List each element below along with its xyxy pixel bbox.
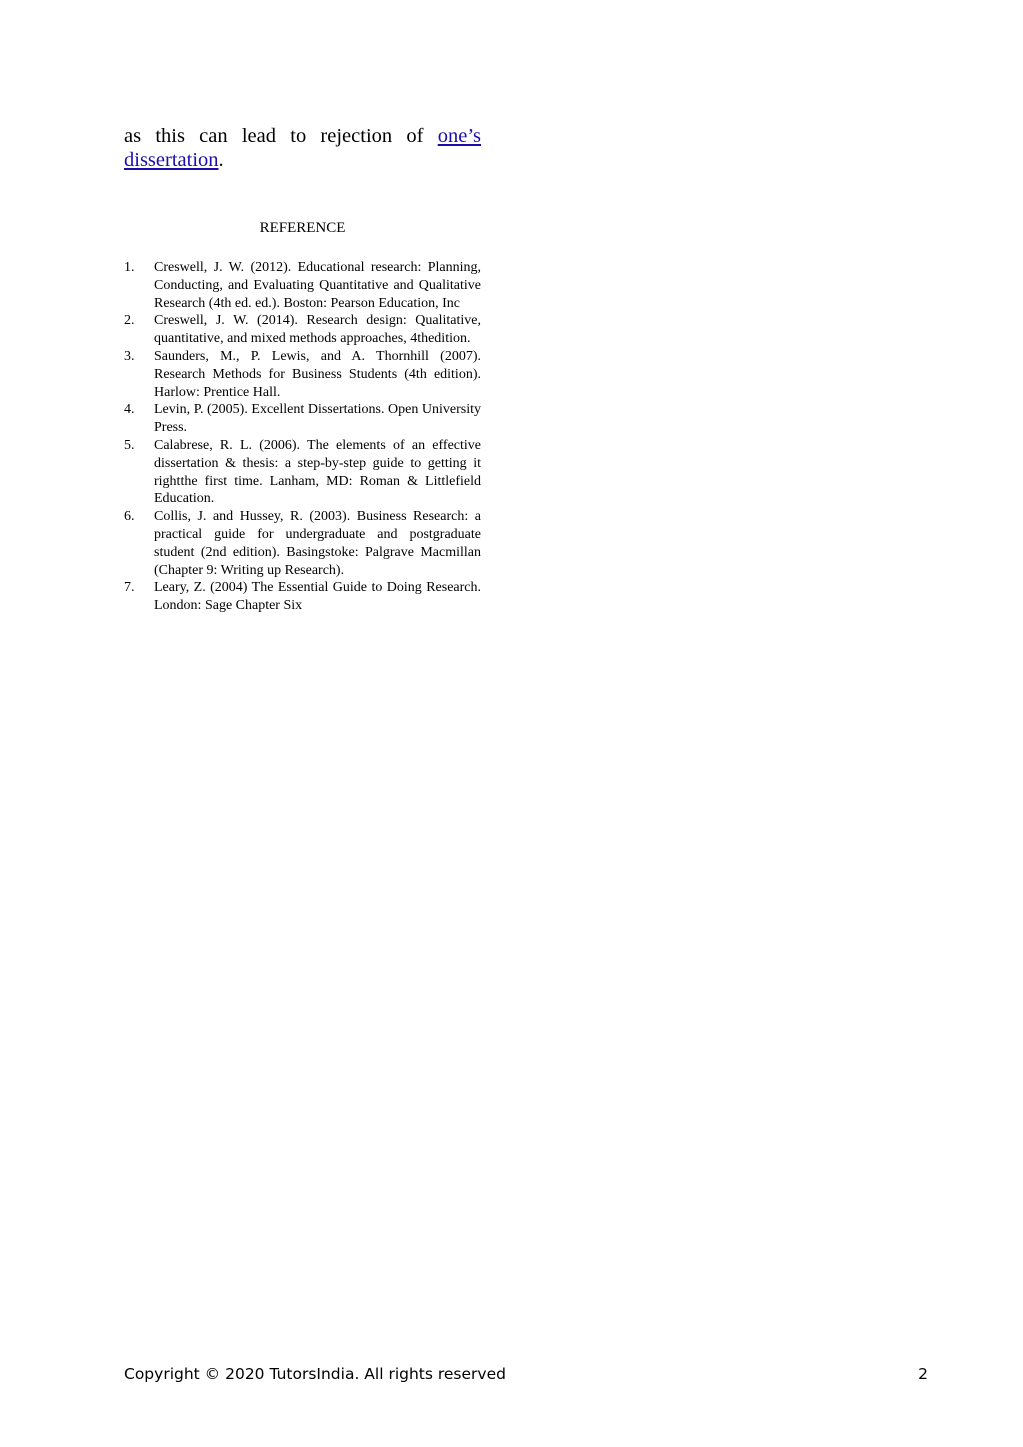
reference-item — [124, 312, 481, 348]
reference-number: 1. — [124, 260, 135, 275]
reference-text: Leary, Z. (2004) The Essential Guide to Doing Research. London: Sage Chapter Six — [154, 580, 481, 614]
reference-number: 7. — [124, 580, 135, 596]
reference-text: Saunders, M., P. Lewis, and A. Thornhill (2007). Research Methods for Business Students (4th edition). Harlow: Prentice Hall. — [154, 348, 481, 400]
reference-number: 4. — [124, 402, 135, 418]
reference-heading: REFERENCE — [259, 220, 346, 236]
reference-text: Creswell, J. W. (2014). Research design: Qualitative, quantitative, and mixed methods approaches, 4thedition. — [154, 313, 481, 347]
reference-number: 3. — [124, 348, 135, 364]
intro-text: as this can lead to rejection of — [124, 125, 438, 147]
reference-item — [124, 259, 481, 312]
reference-list — [124, 259, 481, 615]
intro-paragraph — [124, 124, 481, 172]
reference-text: Levin, P. (2005). Excellent Dissertations. Open University Press. — [154, 402, 481, 436]
reference-item — [124, 508, 481, 579]
reference-number: 5. — [124, 437, 135, 453]
reference-item — [124, 437, 481, 508]
intro-text-end: . — [218, 149, 224, 171]
reference-text: Collis, J. and Hussey, R. (2003). Business Research: a practical guide for undergraduate and postgraduate student (2nd edition). Basingstoke: Palgrave Macmillan (Chapter 9: Writing up Research). — [154, 509, 481, 578]
reference-number: 2. — [124, 313, 135, 329]
page-footer — [124, 1364, 928, 1384]
reference-text: Creswell, J. W. (2012). Educational research: Planning, Conducting, and Evaluating Quantitative and Qualitative Research (4th ed. ed.). Boston: Pearson Education, Inc — [154, 260, 481, 311]
dissertation-link[interactable]: one’s dissertation — [124, 125, 481, 171]
reference-item — [124, 579, 481, 615]
reference-number: 6. — [124, 509, 135, 525]
copyright-notice: Copyright © 2020 TutorsIndia. All rights reserved — [124, 1365, 506, 1383]
reference-item — [124, 348, 481, 401]
reference-item — [124, 401, 481, 437]
page-number: 2 — [918, 1365, 928, 1383]
reference-text: Calabrese, R. L. (2006). The elements of an effective dissertation & thesis: a step-by-step guide to getting it rightthe first time. Lanham, MD: Roman & Littlefield Education. — [154, 437, 481, 507]
